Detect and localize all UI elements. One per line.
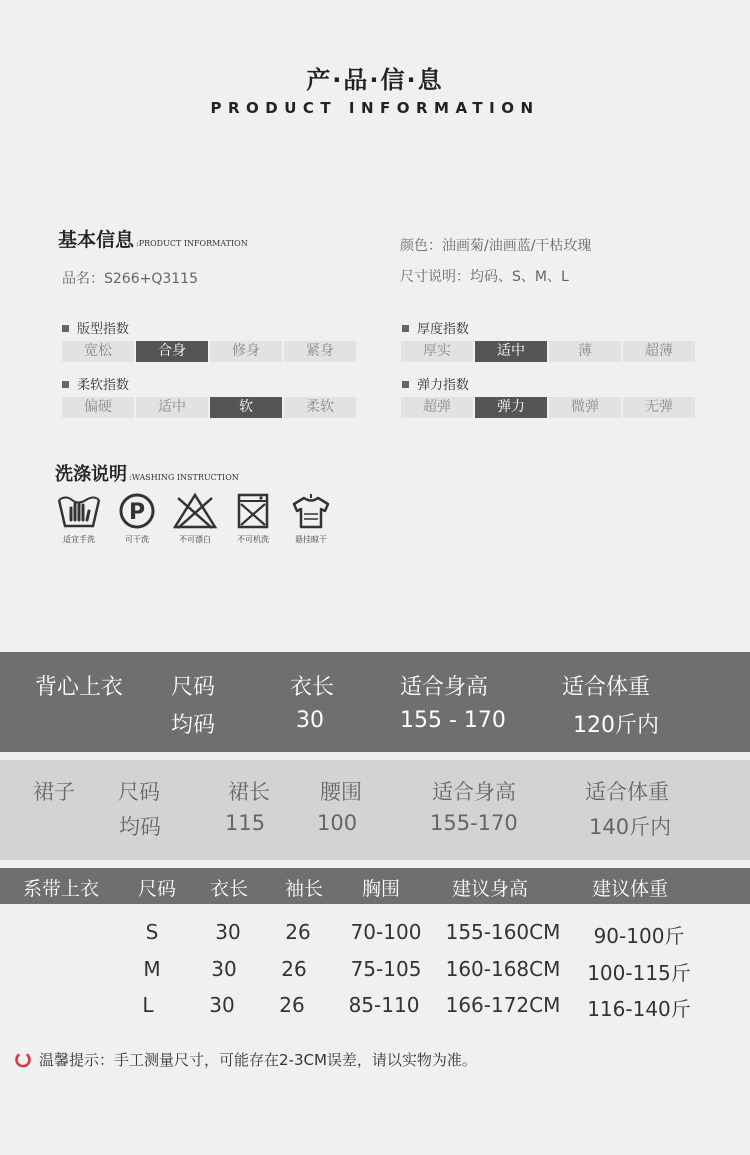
elasticity-option: 无弹	[623, 397, 695, 418]
table-header: 衣长	[210, 878, 249, 900]
no-machine-wash-icon	[230, 492, 276, 530]
product-name: 品名：S266+Q3115	[62, 271, 198, 287]
table-header: 胸围	[362, 878, 401, 900]
measurement-note	[14, 1049, 477, 1070]
table-cell: 70-100	[350, 920, 422, 944]
table-header: 建议体重	[592, 878, 669, 900]
softness-index-scale	[62, 397, 356, 418]
washing-title: 洗涤说明	[55, 464, 127, 485]
svg-text:P: P	[128, 500, 146, 525]
elasticity-option: 超弹	[401, 397, 473, 418]
table-cell: 155 - 170	[400, 708, 506, 733]
thickness-index-label	[402, 318, 469, 337]
table-header: 袖长	[285, 878, 324, 900]
bullet-square-icon	[402, 381, 409, 388]
table-cell: 100-115斤	[587, 961, 691, 985]
table-cell: 100	[317, 811, 358, 835]
wash-item	[226, 492, 280, 545]
table-cell: 30	[215, 920, 241, 944]
skirt-size-table	[0, 760, 750, 860]
softness-option: 偏硬	[62, 397, 134, 418]
skirt-table-name: 裙子	[33, 780, 75, 804]
table-cell: 155-170	[430, 811, 518, 835]
wash-label: 不可机洗	[237, 535, 269, 544]
bullet-square-icon	[402, 325, 409, 332]
table-header: 裙长	[228, 780, 270, 804]
thickness-option-selected: 适中	[475, 341, 547, 362]
wash-label: 可干洗	[125, 535, 149, 544]
softness-index-label	[62, 374, 129, 393]
elasticity-option: 微弹	[549, 397, 621, 418]
wash-label: 悬挂晾干	[295, 535, 327, 544]
washing-title-en: :WASHING INSTRUCTION	[129, 473, 239, 482]
table-header: 适合身高	[432, 780, 516, 804]
note-text: 温馨提示：手工测量尺寸，可能存在2-3CM误差，请以实物为准。	[39, 1051, 477, 1069]
thickness-option: 厚实	[401, 341, 473, 362]
table-cell: 120斤内	[573, 713, 659, 738]
table-cell: L	[142, 993, 154, 1017]
table-header: 适合体重	[562, 675, 651, 700]
table-cell: 116-140斤	[587, 997, 691, 1021]
table-row	[0, 993, 750, 1021]
fit-option: 宽松	[62, 341, 134, 362]
tie-top-size-table-body	[0, 920, 750, 1030]
fit-index-label	[62, 318, 129, 337]
wash-item	[168, 492, 222, 545]
thickness-index-scale	[401, 341, 695, 362]
table-cell: 均码	[119, 815, 161, 839]
thickness-option: 超薄	[623, 341, 695, 362]
table-cell: 75-105	[350, 957, 422, 981]
table-cell: 30	[211, 957, 237, 981]
table-cell: 26	[279, 993, 305, 1017]
table-header: 尺码	[118, 780, 160, 804]
vest-table-name: 背心上衣	[35, 675, 124, 700]
thickness-index-text: 厚度指数	[417, 322, 470, 337]
table-header: 适合体重	[585, 780, 669, 804]
dry-clean-icon	[114, 492, 160, 530]
table-cell: 166-172CM	[445, 993, 561, 1017]
table-row	[0, 957, 750, 985]
table-header: 适合身高	[400, 675, 489, 700]
softness-index-text: 柔软指数	[77, 378, 130, 393]
refresh-icon	[14, 1051, 32, 1069]
wash-label: 适宜手洗	[63, 535, 95, 544]
wash-label: 不可漂白	[179, 535, 211, 544]
fit-option: 紧身	[284, 341, 356, 362]
page-title: 产·品·信·息	[306, 66, 444, 94]
table-row	[0, 920, 750, 948]
elasticity-index-scale	[401, 397, 695, 418]
bullet-square-icon	[62, 325, 69, 332]
fit-index-text: 版型指数	[77, 322, 130, 337]
table-cell: 26	[281, 957, 307, 981]
table-header: 尺码	[138, 878, 177, 900]
product-colors: 颜色：油画菊/油画蓝/干枯玫瑰	[400, 238, 592, 254]
table-cell: 90-100斤	[593, 924, 685, 948]
size-description: 尺寸说明：均码、S、M、L	[400, 269, 569, 285]
table-cell: 30	[209, 993, 235, 1017]
table-cell: 115	[225, 811, 266, 835]
elasticity-index-label	[402, 374, 469, 393]
table-cell: 26	[285, 920, 311, 944]
fit-index-scale	[62, 341, 356, 362]
softness-option-selected: 软	[210, 397, 282, 418]
wash-item	[52, 492, 106, 545]
page-subtitle: PRODUCT INFORMATION	[210, 99, 540, 117]
table-header: 尺码	[171, 675, 216, 700]
hang-dry-icon	[288, 492, 334, 530]
table-header: 衣长	[290, 675, 335, 700]
table-cell: 85-110	[348, 993, 420, 1017]
table-cell: S	[145, 920, 159, 944]
thickness-option: 薄	[549, 341, 621, 362]
basic-info-title: 基本信息	[58, 229, 135, 251]
no-bleach-icon	[172, 492, 218, 530]
wash-item	[284, 492, 338, 545]
hand-wash-icon	[56, 492, 102, 530]
basic-info-heading	[58, 225, 248, 252]
wash-item	[110, 492, 164, 545]
fit-option-selected: 合身	[136, 341, 208, 362]
elasticity-option-selected: 弹力	[475, 397, 547, 418]
table-cell: M	[143, 957, 161, 981]
fit-option: 修身	[210, 341, 282, 362]
table-cell: 30	[296, 708, 324, 733]
table-header: 系带上衣	[23, 878, 100, 900]
table-cell: 均码	[171, 713, 216, 738]
washing-heading	[55, 460, 239, 486]
softness-option: 柔软	[284, 397, 356, 418]
bullet-square-icon	[62, 381, 69, 388]
washing-icons	[52, 492, 338, 545]
table-cell: 155-160CM	[445, 920, 561, 944]
table-cell: 140斤内	[589, 815, 672, 839]
table-header: 腰围	[320, 780, 362, 804]
basic-info-title-en: :PRODUCT INFORMATION	[136, 239, 248, 248]
elasticity-index-text: 弹力指数	[417, 378, 470, 393]
table-cell: 160-168CM	[445, 957, 561, 981]
softness-option: 适中	[136, 397, 208, 418]
table-header: 建议身高	[452, 878, 529, 900]
